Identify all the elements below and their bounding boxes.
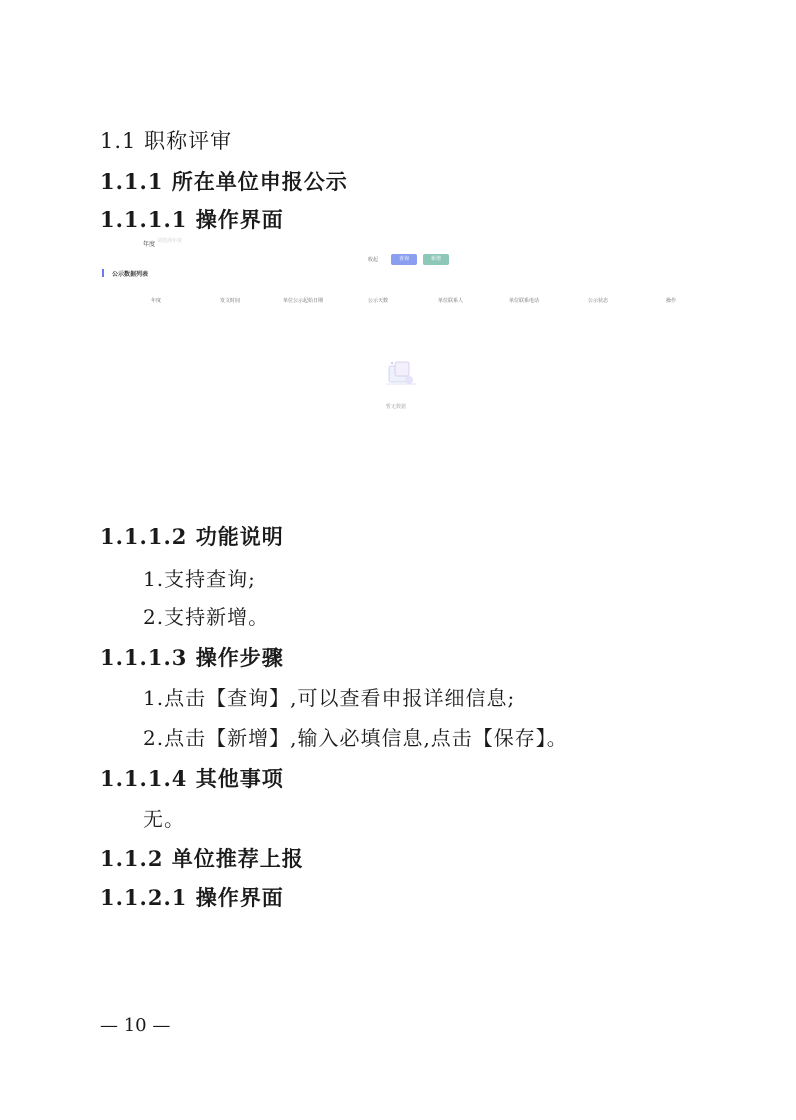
heading-1-1-1: 1.1.1 所在单位申报公示 [100, 169, 348, 194]
column-header: 年度 [151, 298, 162, 304]
title-accent-bar [102, 269, 104, 277]
column-header: 操作 [666, 298, 677, 304]
other-matters-text: 无。 [143, 807, 185, 831]
add-button[interactable]: 新增 [423, 254, 449, 265]
year-select-input[interactable]: 请选择年度 [157, 238, 183, 244]
heading-1-1-1-2: 1.1.1.2 功能说明 [100, 524, 284, 549]
heading-1-1-2-1: 1.1.2.1 操作界面 [100, 885, 284, 910]
function-item: 1.支持查询; [143, 567, 256, 591]
query-button[interactable]: 查询 [391, 254, 417, 265]
embedded-screenshot [100, 232, 710, 422]
collapse-toggle[interactable]: 收起 [368, 257, 379, 263]
step-item: 2.点击【新增】,输入必填信息,点击【保存】。 [143, 726, 568, 750]
list-title: 公示数据列表 [112, 272, 149, 278]
column-header: 单位公示起始日期 [283, 298, 324, 304]
heading-1-1-2: 1.1.2 单位推荐上报 [100, 846, 304, 871]
heading-1-1-1-3: 1.1.1.3 操作步骤 [100, 645, 284, 670]
column-header: 单位联系电话 [509, 298, 540, 304]
empty-data-icon [383, 358, 419, 388]
page-number: — 10 — [100, 1015, 171, 1036]
year-label: 年度 [143, 242, 156, 248]
empty-text: 暂无数据 [386, 404, 407, 410]
heading-1-1-1-4: 1.1.1.4 其他事项 [100, 766, 284, 791]
column-header: 发文时间 [220, 298, 241, 304]
column-header: 公示天数 [368, 298, 389, 304]
heading-1-1: 1.1 职称评审 [100, 129, 233, 153]
column-header: 单位联系人 [438, 298, 464, 304]
function-item: 2.支持新增。 [143, 605, 270, 629]
column-header: 公示状态 [588, 298, 609, 304]
step-item: 1.点击【查询】,可以查看申报详细信息; [143, 686, 516, 710]
heading-1-1-1-1: 1.1.1.1 操作界面 [100, 207, 284, 232]
